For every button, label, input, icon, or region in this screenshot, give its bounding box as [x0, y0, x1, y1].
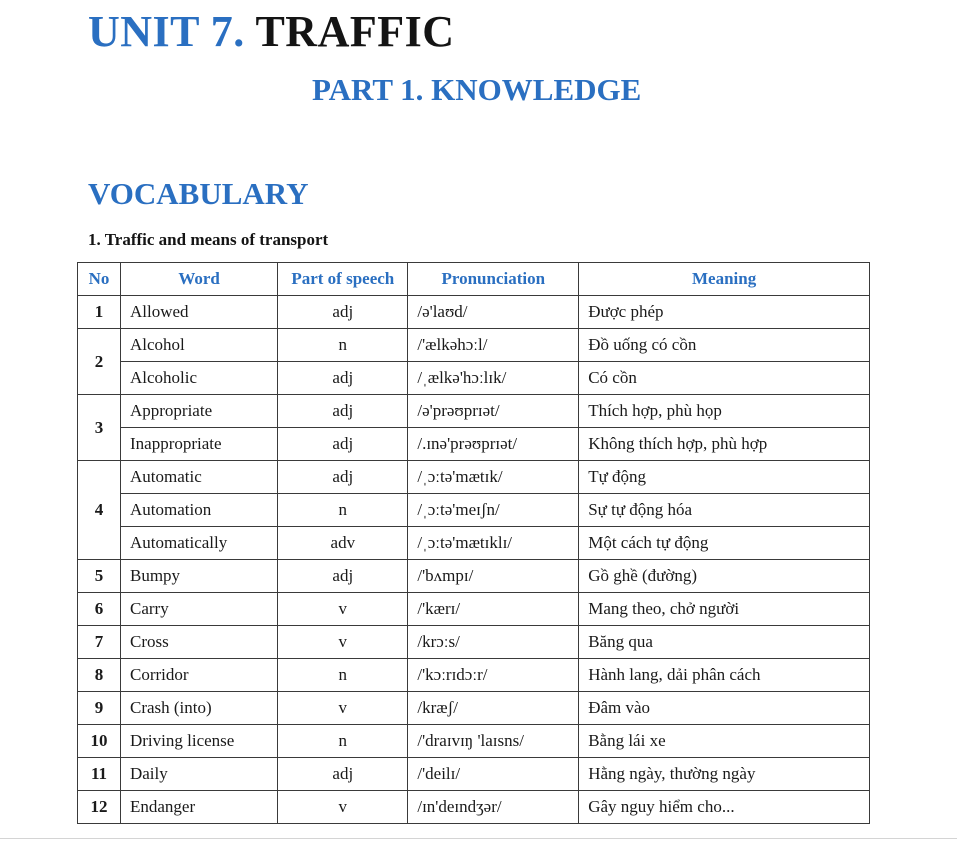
subsection-title: 1. Traffic and means of transport [88, 230, 329, 249]
part-of-speech-cell: n [278, 659, 408, 692]
section-title: VOCABULARY [88, 176, 309, 211]
table-row [78, 428, 870, 461]
part-of-speech-cell: adj [278, 428, 408, 461]
meaning-cell: Không thích hợp, phù hợp [579, 428, 870, 461]
part-of-speech-cell: v [278, 692, 408, 725]
row-number: 9 [78, 692, 121, 725]
word-cell: Automation [120, 494, 277, 527]
pronunciation-cell: /'kɔːrɪdɔːr/ [408, 659, 579, 692]
word-cell: Bumpy [120, 560, 277, 593]
word-cell: Crash (into) [120, 692, 277, 725]
meaning-cell: Băng qua [579, 626, 870, 659]
column-header-word: Word [120, 263, 277, 296]
vocabulary-table [77, 262, 870, 824]
row-number: 6 [78, 593, 121, 626]
table-row [78, 329, 870, 362]
table-header-row [78, 263, 870, 296]
row-number: 3 [78, 395, 121, 461]
meaning-cell: Hành lang, dải phân cách [579, 659, 870, 692]
table-body [78, 296, 870, 824]
pronunciation-cell: /ˌɔːtə'meɪʃn/ [408, 494, 579, 527]
meaning-cell: Bằng lái xe [579, 725, 870, 758]
pronunciation-cell: /'draɪvɪŋ 'laɪsns/ [408, 725, 579, 758]
table-row [78, 725, 870, 758]
pronunciation-cell: /'bʌmpɪ/ [408, 560, 579, 593]
part-of-speech-cell: adj [278, 461, 408, 494]
column-header-meaning: Meaning [579, 263, 870, 296]
pronunciation-cell: /'kærɪ/ [408, 593, 579, 626]
unit-number: UNIT 7. [88, 7, 245, 56]
part-of-speech-cell: adv [278, 527, 408, 560]
row-number: 8 [78, 659, 121, 692]
part-of-speech-cell: n [278, 725, 408, 758]
meaning-cell: Thích hợp, phù họp [579, 395, 870, 428]
meaning-cell: Mang theo, chở người [579, 593, 870, 626]
unit-name: TRAFFIC [255, 7, 455, 56]
pronunciation-cell: /'deilɪ/ [408, 758, 579, 791]
table-row [78, 692, 870, 725]
word-cell: Automatically [120, 527, 277, 560]
row-number: 5 [78, 560, 121, 593]
pronunciation-cell: /ˌɔːtə'mætɪklɪ/ [408, 527, 579, 560]
table-row [78, 626, 870, 659]
word-cell: Alcohol [120, 329, 277, 362]
row-number: 11 [78, 758, 121, 791]
meaning-cell: Một cách tự động [579, 527, 870, 560]
column-header-part-of-speech: Part of speech [278, 263, 408, 296]
table-row [78, 494, 870, 527]
table-row [78, 296, 870, 329]
pronunciation-cell: /kræʃ/ [408, 692, 579, 725]
part-title: PART 1. KNOWLEDGE [312, 72, 642, 107]
meaning-cell: Sự tự động hóa [579, 494, 870, 527]
meaning-cell: Gây nguy hiểm cho... [579, 791, 870, 824]
pronunciation-cell: /ˌælkə'hɔːlɪk/ [408, 362, 579, 395]
word-cell: Alcoholic [120, 362, 277, 395]
word-cell: Daily [120, 758, 277, 791]
part-of-speech-cell: adj [278, 395, 408, 428]
part-of-speech-cell: v [278, 791, 408, 824]
part-of-speech-cell: v [278, 626, 408, 659]
word-cell: Allowed [120, 296, 277, 329]
word-cell: Corridor [120, 659, 277, 692]
meaning-cell: Đồ uống có cồn [579, 329, 870, 362]
unit-title [88, 4, 455, 60]
meaning-cell: Được phép [579, 296, 870, 329]
table-row [78, 362, 870, 395]
table-row [78, 758, 870, 791]
pronunciation-cell: /krɔːs/ [408, 626, 579, 659]
word-cell: Driving license [120, 725, 277, 758]
table-row [78, 791, 870, 824]
word-cell: Carry [120, 593, 277, 626]
part-of-speech-cell: v [278, 593, 408, 626]
meaning-cell: Tự động [579, 461, 870, 494]
meaning-cell: Đâm vào [579, 692, 870, 725]
pronunciation-cell: /.ɪnə'prəʊprɪət/ [408, 428, 579, 461]
meaning-cell: Có cồn [579, 362, 870, 395]
table-row [78, 560, 870, 593]
pronunciation-cell: /'ælkəhɔːl/ [408, 329, 579, 362]
pronunciation-cell: /ə'prəʊprɪət/ [408, 395, 579, 428]
word-cell: Endanger [120, 791, 277, 824]
part-of-speech-cell: adj [278, 560, 408, 593]
row-number: 12 [78, 791, 121, 824]
table-row [78, 395, 870, 428]
part-of-speech-cell: n [278, 329, 408, 362]
row-number: 4 [78, 461, 121, 560]
part-of-speech-cell: adj [278, 362, 408, 395]
row-number: 1 [78, 296, 121, 329]
word-cell: Automatic [120, 461, 277, 494]
table-row [78, 593, 870, 626]
meaning-cell: Hằng ngày, thường ngày [579, 758, 870, 791]
column-header-pronunciation: Pronunciation [408, 263, 579, 296]
word-cell: Appropriate [120, 395, 277, 428]
part-of-speech-cell: adj [278, 296, 408, 329]
page-bottom-divider [0, 838, 957, 839]
table-row [78, 659, 870, 692]
pronunciation-cell: /ɪn'deɪndʒər/ [408, 791, 579, 824]
row-number: 7 [78, 626, 121, 659]
pronunciation-cell: /ə'laʊd/ [408, 296, 579, 329]
pronunciation-cell: /ˌɔːtə'mætɪk/ [408, 461, 579, 494]
table-row [78, 527, 870, 560]
word-cell: Cross [120, 626, 277, 659]
part-of-speech-cell: n [278, 494, 408, 527]
column-header-no: No [78, 263, 121, 296]
word-cell: Inappropriate [120, 428, 277, 461]
meaning-cell: Gồ ghề (đường) [579, 560, 870, 593]
table-row [78, 461, 870, 494]
row-number: 10 [78, 725, 121, 758]
part-of-speech-cell: adj [278, 758, 408, 791]
row-number: 2 [78, 329, 121, 395]
